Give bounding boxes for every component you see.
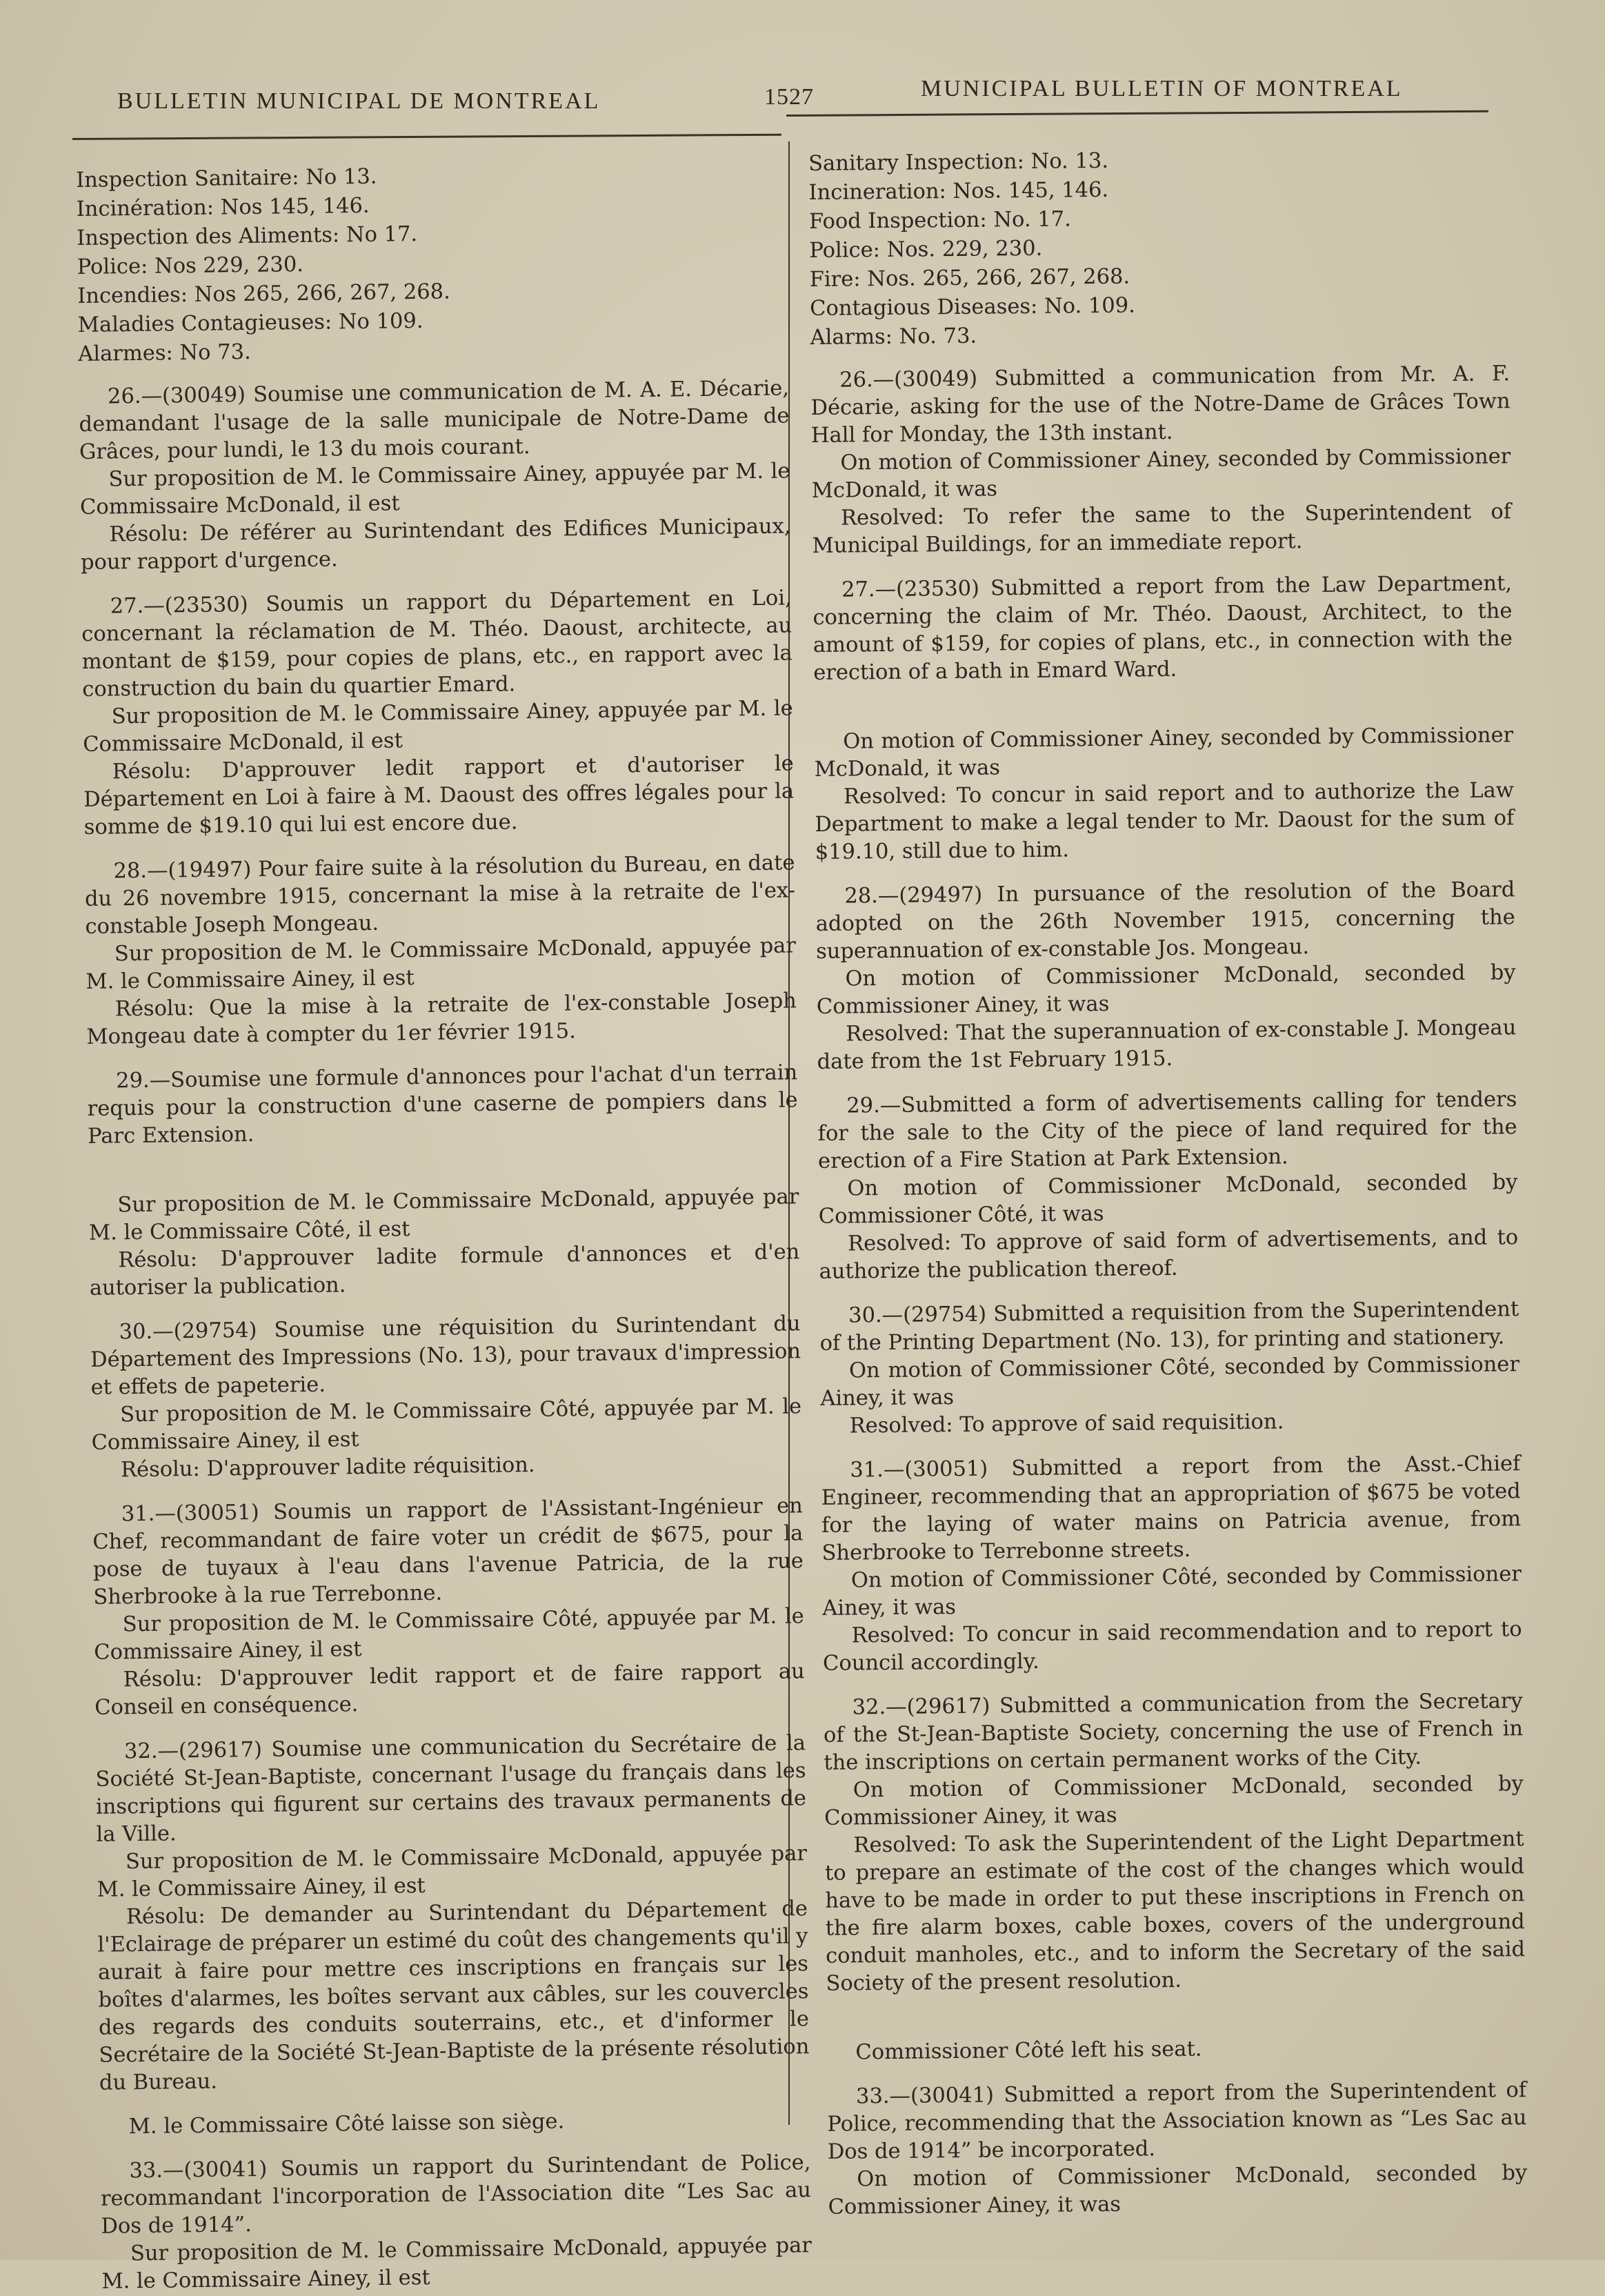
item-30-heading: 30.—(29754) Soumise une réquisition du Surintendant du Département des Impressions (No. 13), pour travaux d'impression et effets de papeterie. xyxy=(90,1312,801,1400)
item-28-heading: 28.—(19497) Pour faire suite à la résolution du Bureau, en date du 26 novembre 1915, concernant la mise à la retraite de l'ex-constable Joseph Mongeau. xyxy=(84,851,796,939)
header-rule-left xyxy=(72,134,781,140)
resolution: Résolu: De référer au Surintendant des Edifices Municipaux, pour rapport d'urgence. xyxy=(80,514,791,575)
header-french-title: BULLETIN MUNICIPAL DE MONTREAL xyxy=(117,88,601,114)
list-item: Police: Nos 229, 230. xyxy=(77,252,304,279)
motion: On motion of Commissioner Côté, seconded by Commissioner Ainey, it was xyxy=(820,1352,1520,1411)
motion: On motion of Commissioner McDonald, seconded by Commissioner Ainey, it was xyxy=(824,1772,1524,1830)
item-28-heading: 28.—(29497) In pursuance of the resolution of the Board adopted on the 26th November 1915, concerning the superannuation of ex-constable Jos. Mongeau. xyxy=(815,878,1515,964)
item-32-heading: 32.—(29617) Submitted a communication from the Secretary of the St-Jean-Baptiste Society, concerning the use of French in the inscriptions on certain permanent works of the City. xyxy=(823,1689,1524,1775)
list-item: Alarmes: No 73. xyxy=(78,339,251,366)
item-33-heading: 33.—(30041) Submitted a report from the Superintendent of Police, recommending that the Association known as “Les Sac au Dos de 1914” be incorporated. xyxy=(827,2078,1527,2164)
resolution: Résolu: De demander au Surintendant du Département de l'Eclairage de préparer un estimé du coût des changements qu'il y aurait à faire pour mettre ces inscriptions en français sur les boîtes d'alarmes, les boîtes servant aux câbles, sur les couvercles des regards des conduits souterrains, etc., et d'informer le Secrétaire de la Société St-Jean-Baptiste de la présente résolution du Bureau. xyxy=(97,1897,810,2095)
list-item: Inspection des Aliments: No 17. xyxy=(77,221,418,250)
motion: Sur proposition de M. le Commissaire McDonald, appuyée par M. le Commissaire Ainey, il est xyxy=(86,933,797,994)
resolution: Résolu: D'approuver ladite réquisition. xyxy=(120,1453,535,1483)
resolution: Resolved: To concur in said report and to authorize the Law Department to make a legal tender to Mr. Daoust for the sum of $19.10, still due to him. xyxy=(815,778,1515,864)
list-item: Food Inspection: No. 17. xyxy=(808,207,1071,234)
list-item: Maladies Contagieuses: No 109. xyxy=(77,308,423,337)
seat-notice: Commissioner Côté left his seat. xyxy=(855,2037,1202,2065)
list-item: Sanitary Inspection: No. 13. xyxy=(808,148,1109,176)
item-27-heading: 27.—(23530) Submitted a report from the Law Department, concerning the claim of Mr. Théo. Daoust, Architect, to the amount of $159, for copies of plans, etc., in connection with the erection of a bath in Emard Ward. xyxy=(813,571,1513,685)
item-27-heading: 27.—(23530) Soumis un rapport du Département en Loi, concernant la réclamation de M. Théo. Daoust, architecte, au montant de $159, pour copies de plans, etc., en rapport avec la construction du bain du quartier Emard. xyxy=(81,586,792,702)
list-item: Alarms: No. 73. xyxy=(810,324,977,350)
motion: On motion of Commissioner Ainey, seconded by Commissioner McDonald, it was xyxy=(811,444,1511,503)
motion: On motion of Commissioner McDonald, seconded by Commissioner Côté, it was xyxy=(818,1170,1518,1229)
item-30-heading: 30.—(29754) Submitted a requisition from the Superintendent of the Printing Department (No. 13), for printing and stationery. xyxy=(819,1297,1519,1356)
motion: Sur proposition de M. le Commissaire McDonald, appuyée par M. le Commissaire Ainey, il est xyxy=(97,1841,808,1902)
motion: Sur proposition de M. le Commissaire Ainey, appuyée par M. le Commissaire McDonald, il est xyxy=(79,459,790,519)
item-33-heading: 33.—(30041) Soumis un rapport du Surintendant de Police, recommandant l'incorporation de l'Association dite “Les Sac au Dos de 1914”. xyxy=(100,2150,812,2239)
motion: On motion of Commissioner McDonald, seconded by Commissioner Ainey, it was xyxy=(828,2161,1528,2219)
resolution: Résolu: Que la mise à la retraite de l'ex-constable Joseph Mongeau date à compter du 1er février 1915. xyxy=(86,989,797,1049)
resolution: Resolved: To ask the Superintendent of the Light Department to prepare an estimate of the cost of the changes which would have to be made in order to put these inscriptions in French on the fire alarm boxes, cable boxes, covers of the underground conduit manholes, etc., and to inform the Secretary of the said Society of the present resolution. xyxy=(824,1827,1526,1996)
english-column xyxy=(808,144,1528,2221)
motion: Sur proposition de M. le Commissaire Côté, appuyée par M. le Commissaire Ainey, il est xyxy=(91,1394,802,1455)
motion: Sur proposition de M. le Commissaire Côté, appuyée par M. le Commissaire Ainey, il est xyxy=(94,1604,804,1665)
resolution: Résolu: D'approuver ledit rapport et d'autoriser le Département en Loi à faire à M. Daoust des offres légales pour la somme de $19.10 qui lui est encore due. xyxy=(83,751,795,840)
item-31-heading: 31.—(30051) Submitted a report from the Asst.-Chief Engineer, recommending that an appropriation of $675 be voted for the laying of water mains on Patricia avenue, from Sherbrooke to Terrebonne streets. xyxy=(821,1452,1522,1565)
motion: Sur proposition de M. le Commissaire Ainey, appuyée par M. le Commissaire McDonald, il est xyxy=(83,696,793,757)
seat-notice: M. le Commissaire Côté laisse son siège. xyxy=(128,2109,565,2139)
list-item: Contagious Diseases: No. 109. xyxy=(810,293,1136,321)
list-item: Inspection Sanitaire: No 13. xyxy=(76,164,377,192)
item-29-heading: 29.—Submitted a form of advertisements calling for tenders for the sale to the City of the piece of land required for the erection of a Fire Station at Park Extension. xyxy=(817,1087,1517,1174)
motion: Sur proposition de M. le Commissaire McDonald, appuyée par M. le Commissaire Côté, il est xyxy=(88,1185,799,1245)
resolution: Résolu: D'approuver ladite formule d'annonces et d'en autoriser la publication. xyxy=(89,1240,800,1300)
item-29-heading: 29.—Soumise une formule d'annonces pour l'achat d'un terrain requis pour la construction d'une caserne de pompiers dans le Parc Extension. xyxy=(87,1060,798,1149)
resolution: Resolved: That the superannuation of ex-constable J. Mongeau date from the 1st February 1915. xyxy=(817,1016,1517,1074)
item-26-heading: 26.—(30049) Soumise une communication de M. A. E. Décarie, demandant l'usage de la salle municipale de Notre-Dame de Grâces, pour lundi, le 13 du mois courant. xyxy=(79,376,790,464)
motion: On motion of Commissioner Côté, seconded by Commissioner Ainey, it was xyxy=(822,1562,1522,1621)
motion: On motion of Commissioner McDonald, seconded by Commissioner Ainey, it was xyxy=(816,960,1516,1019)
item-26-heading: 26.—(30049) Submitted a communication from Mr. A. F. Décarie, asking for the use of the Notre-Dame de Grâces Town Hall for Monday, the 13th instant. xyxy=(810,362,1511,448)
resolution: Resolved: To approve of said form of advertisements, and to authorize the publication thereof. xyxy=(819,1225,1519,1284)
list-item: Police: Nos. 229, 230. xyxy=(809,236,1043,263)
list-item: Incendies: Nos 265, 266, 267, 268. xyxy=(77,279,451,308)
item-32-heading: 32.—(29617) Soumise une communication du Secrétaire de la Société St-Jean-Baptiste, concernant l'usage du français dans les inscriptions qui figurent sur certains des travaux permanents de la Ville. xyxy=(95,1731,807,1847)
list-item: Incinération: Nos 145, 146. xyxy=(76,193,370,221)
motion: On motion of Commissioner Ainey, seconded by Commissioner McDonald, it was xyxy=(814,723,1514,782)
item-31-heading: 31.—(30051) Soumis un rapport de l'Assistant-Ingénieur en Chef, recommandant de faire voter un crédit de $675, pour la pose de tuyaux à l'eau dans l'avenue Patricia, de la rue Sherbrooke à la rue Terrebonne. xyxy=(92,1494,804,1610)
list-item: Fire: Nos. 265, 266, 267, 268. xyxy=(809,264,1130,292)
resolution: Resolved: To refer the same to the Superintendent of Municipal Buildings, for an immediate report. xyxy=(812,499,1512,558)
list-item: Incineration: Nos. 145, 146. xyxy=(808,177,1109,205)
page-number: 1527 xyxy=(764,84,814,110)
resolution: Resolved: To approve of said requisition. xyxy=(849,1409,1284,1438)
motion: Sur proposition de M. le Commissaire McDonald, appuyée par M. le Commissaire Ainey, il est xyxy=(101,2233,813,2294)
header-english-title: MUNICIPAL BULLETIN OF MONTREAL xyxy=(921,76,1403,101)
resolution: Résolu: D'approuver ledit rapport et de faire rapport au Conseil en conséquence. xyxy=(94,1659,805,1720)
resolution: Resolved: To concur in said recommendation and to report to Council accordingly. xyxy=(822,1617,1522,1676)
french-column xyxy=(76,158,813,2295)
